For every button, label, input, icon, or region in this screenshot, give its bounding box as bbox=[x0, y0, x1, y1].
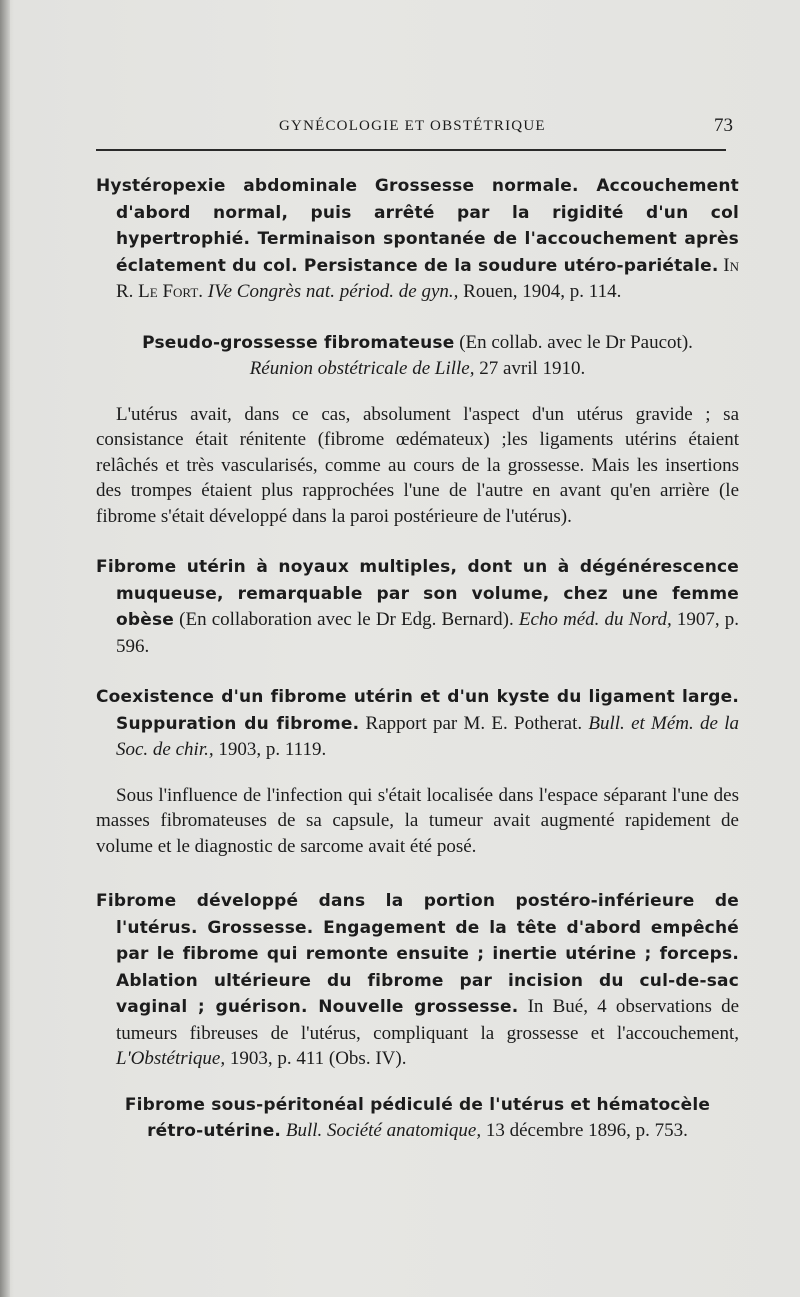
entry-journal: Bull. Société anatomique, bbox=[285, 1120, 482, 1141]
entry-reference-end: 1903, p. 1119. bbox=[218, 739, 327, 760]
running-title: GYNÉCOLOGIE ET OBSTÉTRIQUE bbox=[279, 118, 546, 134]
header-rule bbox=[96, 149, 726, 151]
entry-reference-end: 13 décembre 1896, p. 753. bbox=[485, 1120, 688, 1141]
entry-reference: In Bué, 4 observations de tumeurs fibreuses de l'utérus, compliquant la grossesse et l'accouchement, bbox=[116, 996, 740, 1044]
entry-title: Fibrome sous-péritonéal pédiculé de l'utérus et hématocèle rétro-utérine. bbox=[124, 1094, 711, 1141]
entry-journal: L'Obstétrique, bbox=[116, 1048, 226, 1069]
entry-reference: In R. Le Fort. bbox=[116, 254, 740, 302]
entry-journal: IVe Congrès nat. périod. de gyn., bbox=[207, 281, 459, 302]
page-header bbox=[96, 113, 739, 153]
entry-collaboration: (En collab. avec le Dr Paucot). bbox=[459, 331, 693, 353]
entry-fibrome-developpe bbox=[96, 888, 739, 1072]
entry-reference-end: 1903, p. 411 (Obs. IV). bbox=[229, 1048, 407, 1069]
page-number: 73 bbox=[714, 115, 733, 136]
entry-reference-end: 27 avril 1910. bbox=[479, 358, 586, 379]
entry-title: Fibrome développé dans la portion postéro-inférieure de l'utérus. Grossesse. Engagement de la tête d'abord empêché par le fibrome qui remonte ensuite ; inertie utérine ; forceps. Ablation ultérieure du fibrome par incision du cul-de-sac vaginal ; guérison. Nouvelle grossesse. bbox=[96, 891, 739, 1017]
entry-journal: Bull. et Mém. de la Soc. de chir., bbox=[116, 712, 740, 760]
entry-coexistence bbox=[96, 684, 739, 763]
page-content bbox=[96, 173, 739, 1145]
entry-title: Hystéropexie abdominale Grossesse normale. Accouchement d'abord normal, puis arrêté par la rigidité d'un col hypertrophié. Terminaison spontanée de l'accouchement après éclatement du col. Persistance de la soudure utéro-pariétale. bbox=[96, 176, 739, 276]
entry-collaboration: (En collaboration avec le Dr Edg. Bernard). bbox=[179, 609, 514, 630]
entry-body: Sous l'influence de l'infection qui s'était localisée dans l'espace séparant l'une des masses fibromateuses de sa capsule, la tumeur avait augmenté rapidement de volume et le diagnostic de sarcome avait été posé. bbox=[96, 784, 739, 857]
entry-reference-end: 1907, p. 596. bbox=[116, 609, 740, 657]
entry-fibrome-noyaux bbox=[96, 554, 739, 659]
entry-title: Pseudo-grossesse fibromateuse bbox=[142, 332, 455, 353]
entry-reference: Rapport par M. E. Potherat. bbox=[365, 712, 583, 734]
entry-title: Coexistence d'un fibrome utérin et d'un kyste du ligament large. Suppuration du fibrome. bbox=[96, 687, 739, 734]
entry-journal: Réunion obstétricale de Lille, bbox=[249, 358, 475, 379]
entry-title: Fibrome utérin à noyaux multiples, dont un à dégénérescence muqueuse, remarquable par son volume, chez une femme obèse bbox=[96, 557, 739, 630]
entry-reference-end: Rouen, 1904, p. 114. bbox=[463, 281, 622, 302]
page-edge bbox=[0, 0, 10, 1297]
entry-pseudo-grossesse bbox=[96, 330, 739, 382]
entry-body: L'utérus avait, dans ce cas, absolument l'aspect d'un utérus gravide ; sa consistance était rénitente (fibrome œdémateux) ;les ligaments utérins étaient relâchés et très vascularisés, comme au cours de la grossesse. Mais les insertions des trompes étaient plus rapprochées l'une de l'autre en avant qu'en arrière (le fibrome s'était développé dans la paroi postérieure de l'utérus). bbox=[96, 403, 739, 527]
entry-journal: Echo méd. du Nord, bbox=[518, 609, 672, 630]
entry-fibrome-sous-peritoneal bbox=[96, 1092, 739, 1145]
entry-hysteropexie bbox=[96, 173, 739, 305]
